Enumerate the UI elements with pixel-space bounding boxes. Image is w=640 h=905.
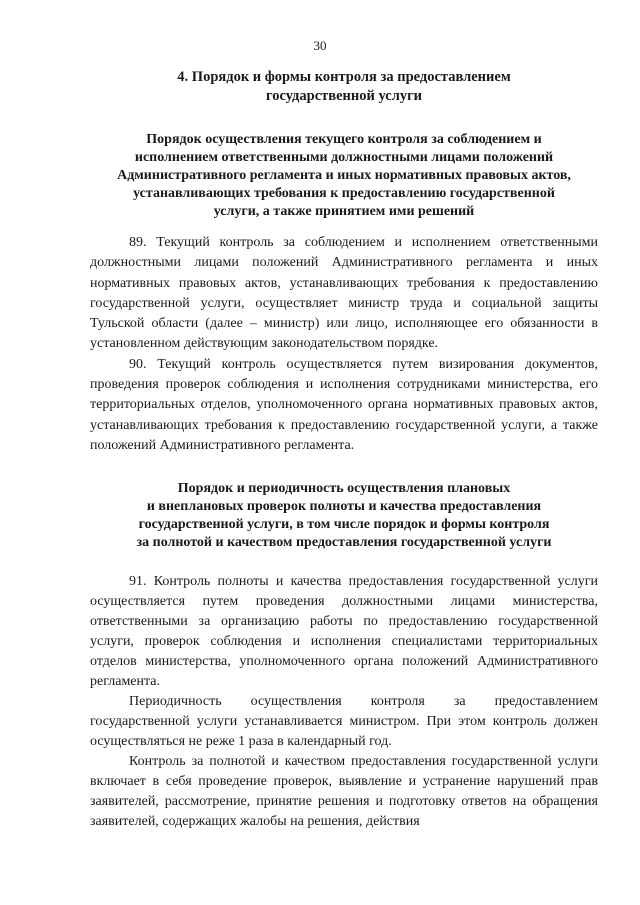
subsection-heading-line: Порядок и периодичность осуществления плановых [177, 481, 511, 497]
subsection-heading-line: и внеплановых проверок полноты и качества предоставления [146, 499, 542, 515]
paragraph-periodicity: Периодичность осуществления контроля за предоставлением государственной услуги устанавливается министром. При этом контроль должен осуществляться не реже 1 раза в календарный год. [90, 694, 598, 750]
subsection-heading-line: устанавливающих требования к предоставлению государственной [133, 186, 555, 201]
paragraph-90: 90. Текущий контроль осуществляется путем визирования документов, проведения проверок соблюдения и исполнения сотрудниками министерства, его территориальных отделов, уполномоченного органа нормативных правовых актов, устанавливающих требования к предоставлению государственной услуги, а также положений Административного регламента. [90, 356, 598, 453]
subsection-heading-inspections [90, 480, 598, 552]
subsection-heading-current-control [90, 131, 598, 221]
subsection-heading-line: Порядок осуществления текущего контроля за соблюдением и [146, 132, 542, 147]
paragraph-89: 89. Текущий контроль за соблюдением и исполнением ответственными должностными лицами положений Административного регламента и иных нормативных правовых актов, устанавливающих требования к предоставлению государственной услуги, осуществляет министр труда и социальной защиты Тульской области (далее – министр) или лицо, исполняющее его обязанности в установленном действующим законодательством порядке. [90, 235, 598, 352]
section-heading-line: 4. Порядок и формы контроля за предоставлением [177, 69, 511, 85]
subsection-heading-line: государственной услуги, в том числе порядок и формы контроля [138, 517, 550, 533]
paragraph-control-scope: Контроль за полнотой и качеством предоставления государственной услуги включает в себя проведение проверок, выявление и устранение нарушений прав заявителей, рассмотрение, принятие решения и подготовку ответов на обращения заявителей, содержащих жалобы на решения, действия [90, 754, 598, 830]
subsection-heading-line: исполнением ответственными должностными лицами положений [134, 150, 554, 165]
subsection-heading-line: за полнотой и качеством предоставления государственной услуги [136, 535, 552, 551]
subsection-heading-line: услуги, а также принятием ими решений [213, 204, 475, 219]
section-heading-line: государственной услуги [265, 88, 423, 104]
page-number: 30 [313, 38, 327, 53]
paragraph-91: 91. Контроль полноты и качества предоставления государственной услуги осуществляется путем проведения должностными лицами министерства, ответственными за организацию работы по предоставлению государственной услуги, проверок соблюдения и исполнения специалистами территориальных отделов министерства, уполномоченного органа положений Административного регламента. [90, 574, 598, 690]
section-heading [90, 68, 598, 106]
page-content [90, 68, 598, 832]
subsection-heading-line: Административного регламента и иных нормативных правовых актов, [117, 168, 571, 183]
